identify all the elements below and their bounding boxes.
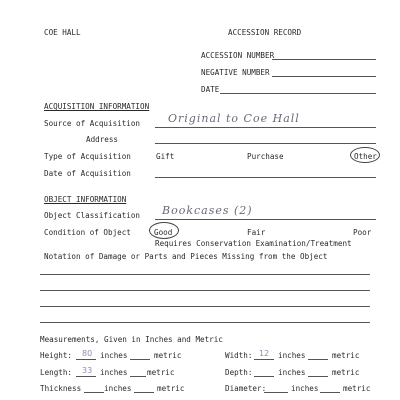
- depth-metric-unit: metric: [332, 368, 360, 377]
- depth-metric-field[interactable]: [308, 376, 328, 377]
- acquisition-type-label: Type of Acquisition: [44, 152, 131, 161]
- condition-label: Condition of Object: [44, 228, 131, 237]
- object-heading: OBJECT INFORMATION: [44, 195, 127, 204]
- length-inches-unit: inches: [100, 368, 128, 377]
- negative-number-label: NEGATIVE NUMBER: [201, 68, 270, 77]
- source-value: Original to Coe Hall: [168, 112, 300, 125]
- type-option-purchase[interactable]: Purchase: [247, 152, 284, 161]
- diameter-metric-field[interactable]: [320, 392, 340, 393]
- damage-line-2[interactable]: [40, 290, 370, 291]
- height-label: Height:: [40, 351, 73, 360]
- length-metric-unit: metric: [147, 368, 175, 377]
- width-inches-unit: inches: [278, 351, 306, 360]
- thickness-label: Thickness: [40, 384, 82, 393]
- institution-name: COE HALL: [44, 28, 81, 37]
- diameter-inches-field[interactable]: [264, 392, 288, 393]
- condition-option-fair[interactable]: Fair: [247, 228, 266, 237]
- thickness-metric-field[interactable]: [134, 392, 154, 393]
- classification-label: Object Classification: [44, 211, 141, 220]
- source-field[interactable]: [155, 127, 376, 128]
- diameter-label: Diameter:: [225, 384, 267, 393]
- damage-notation-label: Notation of Damage or Parts and Pieces Missing from the Object: [44, 252, 328, 261]
- length-metric-field[interactable]: [130, 376, 146, 377]
- width-value: 12: [259, 349, 270, 358]
- classification-value: Bookcases (2): [162, 204, 253, 217]
- record-date-label: DATE: [201, 85, 220, 94]
- height-inches-field[interactable]: [76, 359, 96, 360]
- width-inches-field[interactable]: [254, 359, 274, 360]
- thickness-inches-field[interactable]: [84, 392, 104, 393]
- negative-number-field[interactable]: [272, 76, 376, 77]
- record-date-field[interactable]: [220, 93, 376, 94]
- damage-line-4[interactable]: [40, 322, 370, 323]
- selected-type-circle: [350, 147, 380, 163]
- source-label: Source of Acquisition: [44, 119, 141, 128]
- form-title: ACCESSION RECORD: [228, 28, 302, 37]
- width-metric-field[interactable]: [308, 359, 328, 360]
- type-option-gift[interactable]: Gift: [156, 152, 175, 161]
- width-metric-unit: metric: [332, 351, 360, 360]
- height-inches-unit: inches: [100, 351, 128, 360]
- depth-inches-field[interactable]: [254, 376, 274, 377]
- depth-inches-unit: inches: [278, 368, 306, 377]
- height-metric-field[interactable]: [130, 359, 150, 360]
- width-label: Width:: [225, 351, 253, 360]
- diameter-inches-unit: inches: [291, 384, 319, 393]
- address-label: Address: [86, 135, 119, 144]
- height-metric-unit: metric: [154, 351, 182, 360]
- accession-number-field[interactable]: [272, 59, 376, 60]
- diameter-metric-unit: metric: [343, 384, 371, 393]
- acquisition-date-field[interactable]: [155, 177, 376, 178]
- damage-line-3[interactable]: [40, 306, 370, 307]
- accession-number-label: ACCESSION NUMBER: [201, 51, 275, 60]
- length-value: 33: [82, 366, 93, 375]
- condition-option-poor[interactable]: Poor: [353, 228, 372, 237]
- condition-option-good[interactable]: Good: [154, 228, 173, 237]
- damage-line-1[interactable]: [40, 274, 370, 275]
- height-value: 80: [82, 349, 93, 358]
- type-option-other[interactable]: Other: [354, 152, 377, 161]
- thickness-metric-unit: metric: [157, 384, 185, 393]
- measurements-heading: Measurements, Given in Inches and Metric: [40, 335, 223, 344]
- classification-field[interactable]: [155, 219, 376, 220]
- address-field[interactable]: [155, 143, 376, 144]
- conservation-label: Requires Conservation Examination/Treatment: [155, 239, 352, 248]
- selected-condition-circle: [149, 222, 179, 239]
- length-inches-field[interactable]: [76, 376, 96, 377]
- length-label: Length:: [40, 368, 73, 377]
- acquisition-heading: ACQUISITION INFORMATION: [44, 102, 150, 111]
- acquisition-date-label: Date of Acquisition: [44, 169, 131, 178]
- depth-label: Depth:: [225, 368, 253, 377]
- thickness-inches-unit: inches: [104, 384, 132, 393]
